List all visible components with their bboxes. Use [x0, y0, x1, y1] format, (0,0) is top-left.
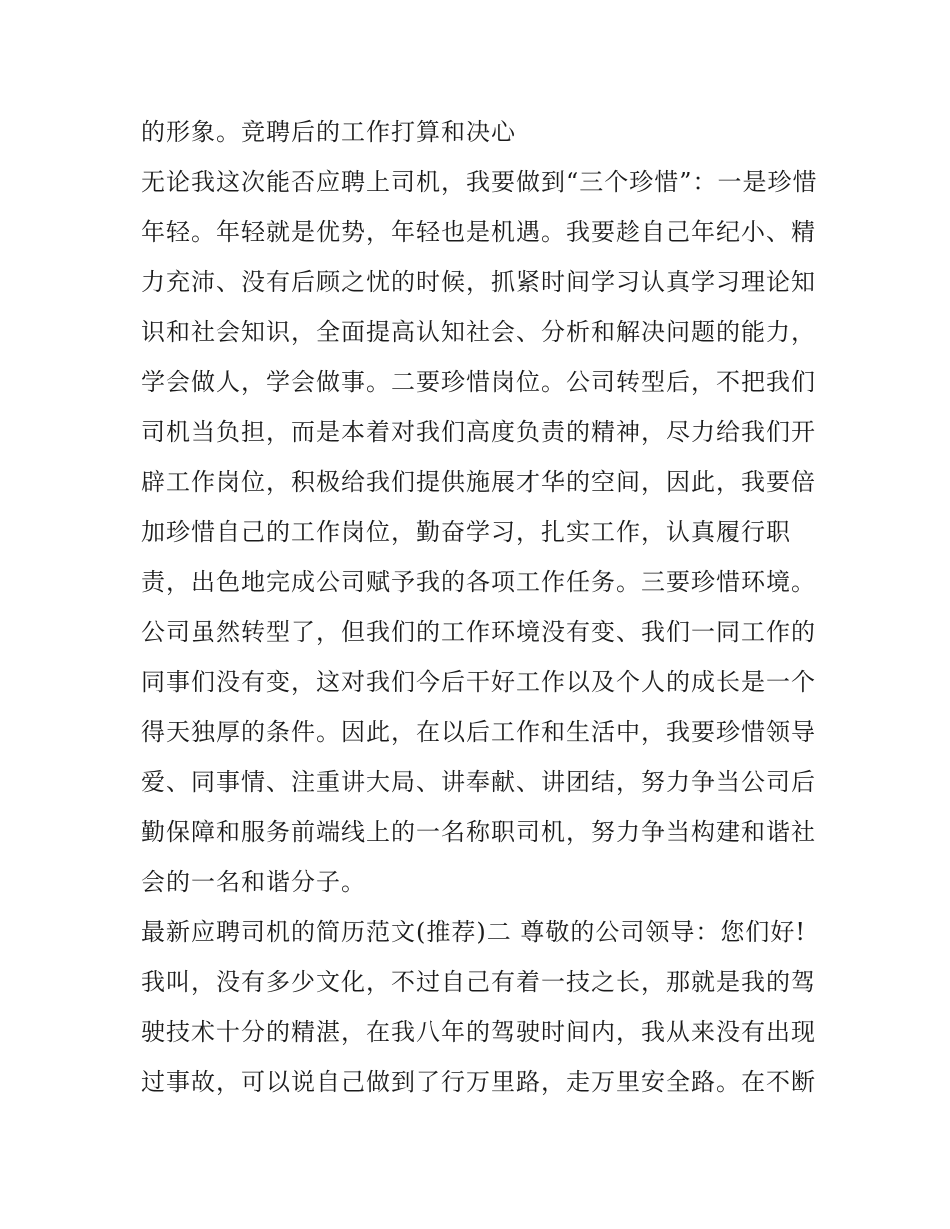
text-line: 学会做人，学会做事。二要珍惜岗位。公司转型后，不把我们: [141, 368, 816, 396]
text-line: 爱、同事情、注重讲大局、讲奉献、讲团结，努力争当公司后: [141, 768, 816, 796]
text-line: 责，出色地完成公司赋予我的各项工作任务。三要珍惜环境。: [141, 568, 816, 596]
text-line: 加珍惜自己的工作岗位，勤奋学习，扎实工作，认真履行职: [141, 518, 791, 546]
text-line: 力充沛、没有后顾之忧的时候，抓紧时间学习认真学习理论知: [141, 268, 816, 296]
text-line: 最新应聘司机的简历范文(推荐)二 尊敬的公司领导：您们好!: [141, 918, 806, 946]
text-line: 辟工作岗位，积极给我们提供施展才华的空间，因此，我要倍: [141, 468, 816, 496]
text-line: 同事们没有变，这对我们今后干好工作以及个人的成长是一个: [141, 668, 816, 696]
text-line: 年轻。年轻就是优势，年轻也是机遇。我要趁自己年纪小、精: [141, 218, 816, 246]
text-line: 驶技术十分的精湛，在我八年的驾驶时间内，我从来没有出现: [141, 1018, 816, 1046]
text-line: 勤保障和服务前端线上的一名称职司机，努力争当构建和谐社: [141, 818, 816, 846]
text-line: 过事故，可以说自己做到了行万里路，走万里安全路。在不断: [141, 1068, 816, 1096]
text-line: 司机当负担，而是本着对我们高度负责的精神，尽力给我们开: [141, 418, 816, 446]
text-line: 得天独厚的条件。因此，在以后工作和生活中，我要珍惜领导: [141, 718, 816, 746]
text-line: 会的一名和谐分子。: [141, 868, 366, 896]
text-line: 的形象。竞聘后的工作打算和决心: [141, 118, 516, 146]
text-line: 我叫，没有多少文化，不过自己有着一技之长，那就是我的驾: [141, 968, 816, 996]
text-line: 公司虽然转型了，但我们的工作环境没有变、我们一同工作的: [141, 618, 816, 646]
document-body: [141, 110, 821, 1110]
text-line: 无论我这次能否应聘上司机，我要做到“三个珍惜”：一是珍惜: [141, 168, 818, 196]
text-line: 识和社会知识，全面提高认知社会、分析和解决问题的能力，: [141, 318, 816, 346]
